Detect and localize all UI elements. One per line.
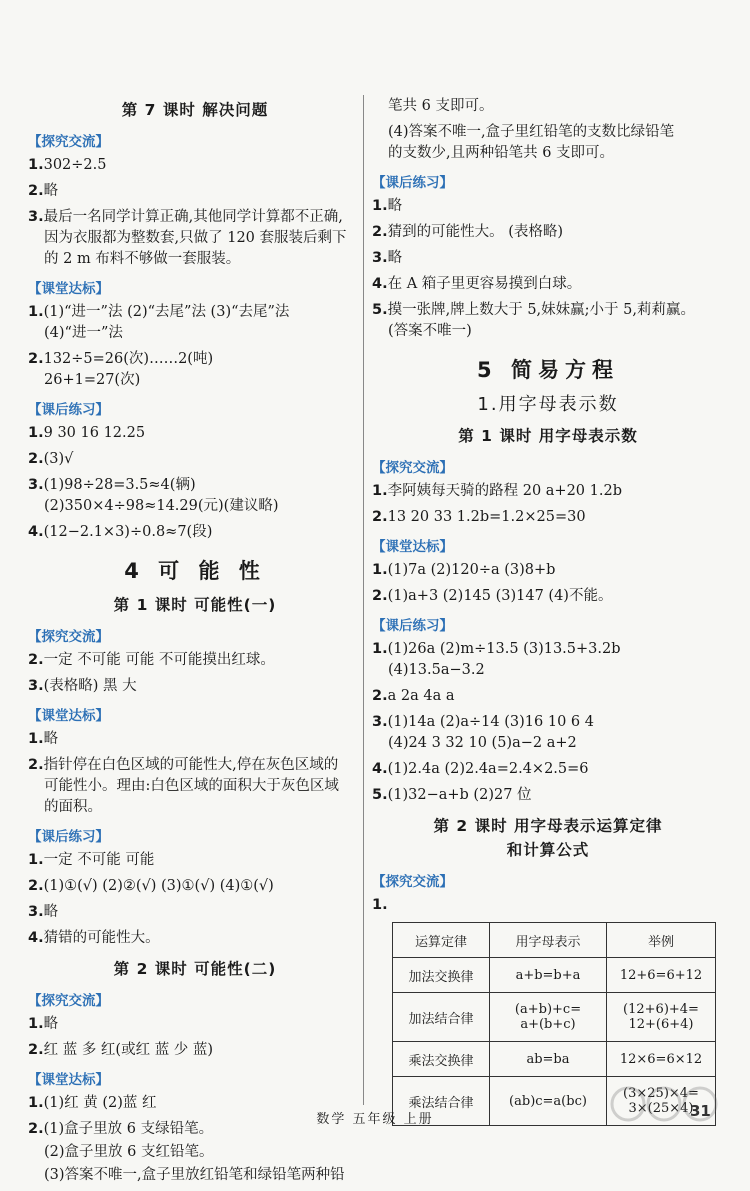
answer-line: (4)答案不唯一,盒子里红铅笔的支数比绿铅笔 <box>388 124 675 140</box>
answer-line: 1.(1)7a (2)120÷a (3)8+b <box>372 562 556 578</box>
answer-line: 可能性小。理由:白色区域的面积大于灰色区域 <box>44 778 339 794</box>
answer-line <box>28 181 362 202</box>
section-tag: 【课后练习】 <box>28 402 109 418</box>
answer-line: 2.(1)盒子里放 6 支绿铅笔。 <box>28 1121 214 1137</box>
answer-line: (答案不唯一) <box>388 323 472 339</box>
table-cell: ab=ba <box>490 1042 607 1077</box>
section-title: 第 2 课时 用字母表示运算定律 <box>433 817 663 835</box>
answer-text: 最后一名同学计算正确,其他同学计算都不正确, <box>43 209 343 225</box>
page-number: 31 <box>690 1102 711 1120</box>
answer-line: 的支数少,且两种铅笔共 6 支即可。 <box>388 145 615 161</box>
section-tag: 【课后练习】 <box>28 829 109 845</box>
answer-line: (2)350×4÷98≈14.29(元)(建议略) <box>44 498 279 514</box>
answer-line: 5.摸一张牌,牌上数大于 5,妹妹赢;小于 5,莉莉赢。 <box>372 302 695 318</box>
answer-line: 2.(1)①(√) (2)②(√) (3)①(√) (4)①(√) <box>28 878 274 894</box>
answer-line: 1.略 <box>372 198 403 214</box>
table-cell: a+b=b+a <box>490 958 607 993</box>
section-title: 第 1 课时 用字母表示数 <box>458 427 638 445</box>
answer-line: 2.132÷5=26(次)……2(吨) <box>28 351 214 367</box>
answer-line: (2)盒子里放 6 支红铅笔。 <box>44 1144 214 1160</box>
table-cell: 加法结合律 <box>393 993 490 1042</box>
answer-line: 3.略 <box>28 904 59 920</box>
table-cell: (12+6)+4= 12+(6+4) <box>607 993 716 1042</box>
section-tag: 【课堂达标】 <box>28 1072 109 1088</box>
answer-line: (3)答案不唯一,盒子里放红铅笔和绿铅笔两种铅 <box>44 1167 345 1183</box>
table-cell: (a+b)+c= a+(b+c) <box>490 993 607 1042</box>
answer-line: 3.(1)98÷28=3.5≈4(辆) <box>28 477 196 493</box>
table-cell: 乘法交换律 <box>393 1042 490 1077</box>
table-row <box>393 993 716 1042</box>
answer-line: 2.(1)a+3 (2)145 (3)147 (4)不能。 <box>372 588 613 604</box>
table-row <box>393 1042 716 1077</box>
answer-line: 4.在 A 箱子里更容易摸到白球。 <box>372 276 582 292</box>
section-tag: 【课堂达标】 <box>372 539 453 555</box>
answer-line: 的面积。 <box>44 799 102 815</box>
item-number: 1. <box>28 157 44 173</box>
answer-line: 1.一定 不可能 可能 <box>28 852 155 868</box>
answer-line: 的 2 m 布料不够做一套服装。 <box>44 251 241 267</box>
section-tag: 【课堂达标】 <box>28 281 109 297</box>
answer-line: (4)13.5a−3.2 <box>388 662 485 678</box>
answer-line: 4.(1)2.4a (2)2.4a=2.4×2.5=6 <box>372 761 589 777</box>
table-header: 举例 <box>607 923 716 958</box>
section-tag: 【探究交流】 <box>28 134 109 150</box>
table-cell: 乘法结合律 <box>393 1077 490 1126</box>
answer-text: 302÷2.5 <box>43 157 107 173</box>
section-title: 和计算公式 <box>506 841 590 859</box>
answer-line <box>28 155 362 176</box>
section-tag: 【探究交流】 <box>28 629 109 645</box>
left-column <box>28 90 362 1191</box>
section-title: 第 1 课时 可能性(一) <box>113 596 277 614</box>
item-number: 1. <box>372 897 388 913</box>
answer-line: 3.(1)14a (2)a÷14 (3)16 10 6 4 <box>372 714 594 730</box>
answer-line: (4)24 3 32 10 (5)a−2 a+2 <box>388 735 577 751</box>
column-divider <box>363 95 364 1105</box>
answer-line: 因为衣服都为整数套,只做了 120 套服装后剩下 <box>44 230 347 246</box>
item-number: 3. <box>28 209 44 225</box>
chapter-title: 4 可 能 性 <box>124 559 266 583</box>
table-header: 用字母表示 <box>490 923 607 958</box>
answer-line: 2.指针停在白色区域的可能性大,停在灰色区域的 <box>28 757 339 773</box>
table-cell: 加法交换律 <box>393 958 490 993</box>
section-tag: 【探究交流】 <box>372 874 453 890</box>
answer-line: 5.(1)32−a+b (2)27 位 <box>372 787 532 803</box>
section-tag: 【探究交流】 <box>28 993 109 1009</box>
subchapter-title: 1.用字母表示数 <box>477 394 619 415</box>
answer-line: 2.(3)√ <box>28 451 74 467</box>
answer-line: 2.13 20 33 1.2b=1.2×25=30 <box>372 509 586 525</box>
answer-line: 2.一定 不可能 可能 不可能摸出红球。 <box>28 652 275 668</box>
page-footer: 数学 五年级 上册 <box>316 1112 434 1127</box>
answer-line: 2.a 2a 4a a <box>372 688 455 704</box>
answer-line: 1.(1)26a (2)m÷13.5 (3)13.5+3.2b <box>372 641 621 657</box>
answer-line: (4)“进一”法 <box>44 325 123 341</box>
table-cell: 12+6=6+12 <box>607 958 716 993</box>
table-cell: 12×6=6×12 <box>607 1042 716 1077</box>
answer-line: 1.李阿姨每天骑的路程 20 a+20 1.2b <box>372 483 622 499</box>
answer-line: 1.9 30 16 12.25 <box>28 425 146 441</box>
section-title: 第 7 课时 解决问题 <box>121 101 269 119</box>
section-tag: 【课后练习】 <box>372 618 453 634</box>
table-cell: (3×25)×4= 3×(25×4) <box>607 1077 716 1126</box>
answer-line: 4.猜错的可能性大。 <box>28 930 160 946</box>
table-header: 运算定律 <box>393 923 490 958</box>
answer-line: 3.略 <box>372 250 403 266</box>
item-number: 2. <box>28 183 44 199</box>
answer-line: 1.(1)“进一”法 (2)“去尾”法 (3)“去尾”法 <box>28 304 290 320</box>
answer-line <box>28 207 362 228</box>
answer-line: 3.(表格略) 黑 大 <box>28 678 137 694</box>
chapter-title: 5 简易方程 <box>477 358 619 382</box>
table-header-row <box>393 923 716 958</box>
section-tag: 【课后练习】 <box>372 175 453 191</box>
section-tag: 【课堂达标】 <box>28 708 109 724</box>
right-column <box>372 96 724 1126</box>
answer-line: 4.(12−2.1×3)÷0.8≈7(段) <box>28 524 213 540</box>
answer-line: 笔共 6 支即可。 <box>388 98 494 114</box>
answer-line: 2.猜到的可能性大。 (表格略) <box>372 224 564 240</box>
answer-line: 2.红 蓝 多 红(或红 蓝 少 蓝) <box>28 1042 214 1058</box>
answer-line: 1.(1)红 黄 (2)蓝 红 <box>28 1095 157 1111</box>
answer-line: 1.略 <box>28 731 59 747</box>
section-title: 第 2 课时 可能性(二) <box>113 960 277 978</box>
table-cell: (ab)c=a(bc) <box>490 1077 607 1126</box>
table-row <box>393 958 716 993</box>
answer-line: 26+1=27(次) <box>44 372 141 388</box>
answer-line: 1.略 <box>28 1016 59 1032</box>
watermark-logo <box>600 1080 740 1140</box>
section-tag: 【探究交流】 <box>372 460 453 476</box>
answer-text: 略 <box>43 183 59 199</box>
